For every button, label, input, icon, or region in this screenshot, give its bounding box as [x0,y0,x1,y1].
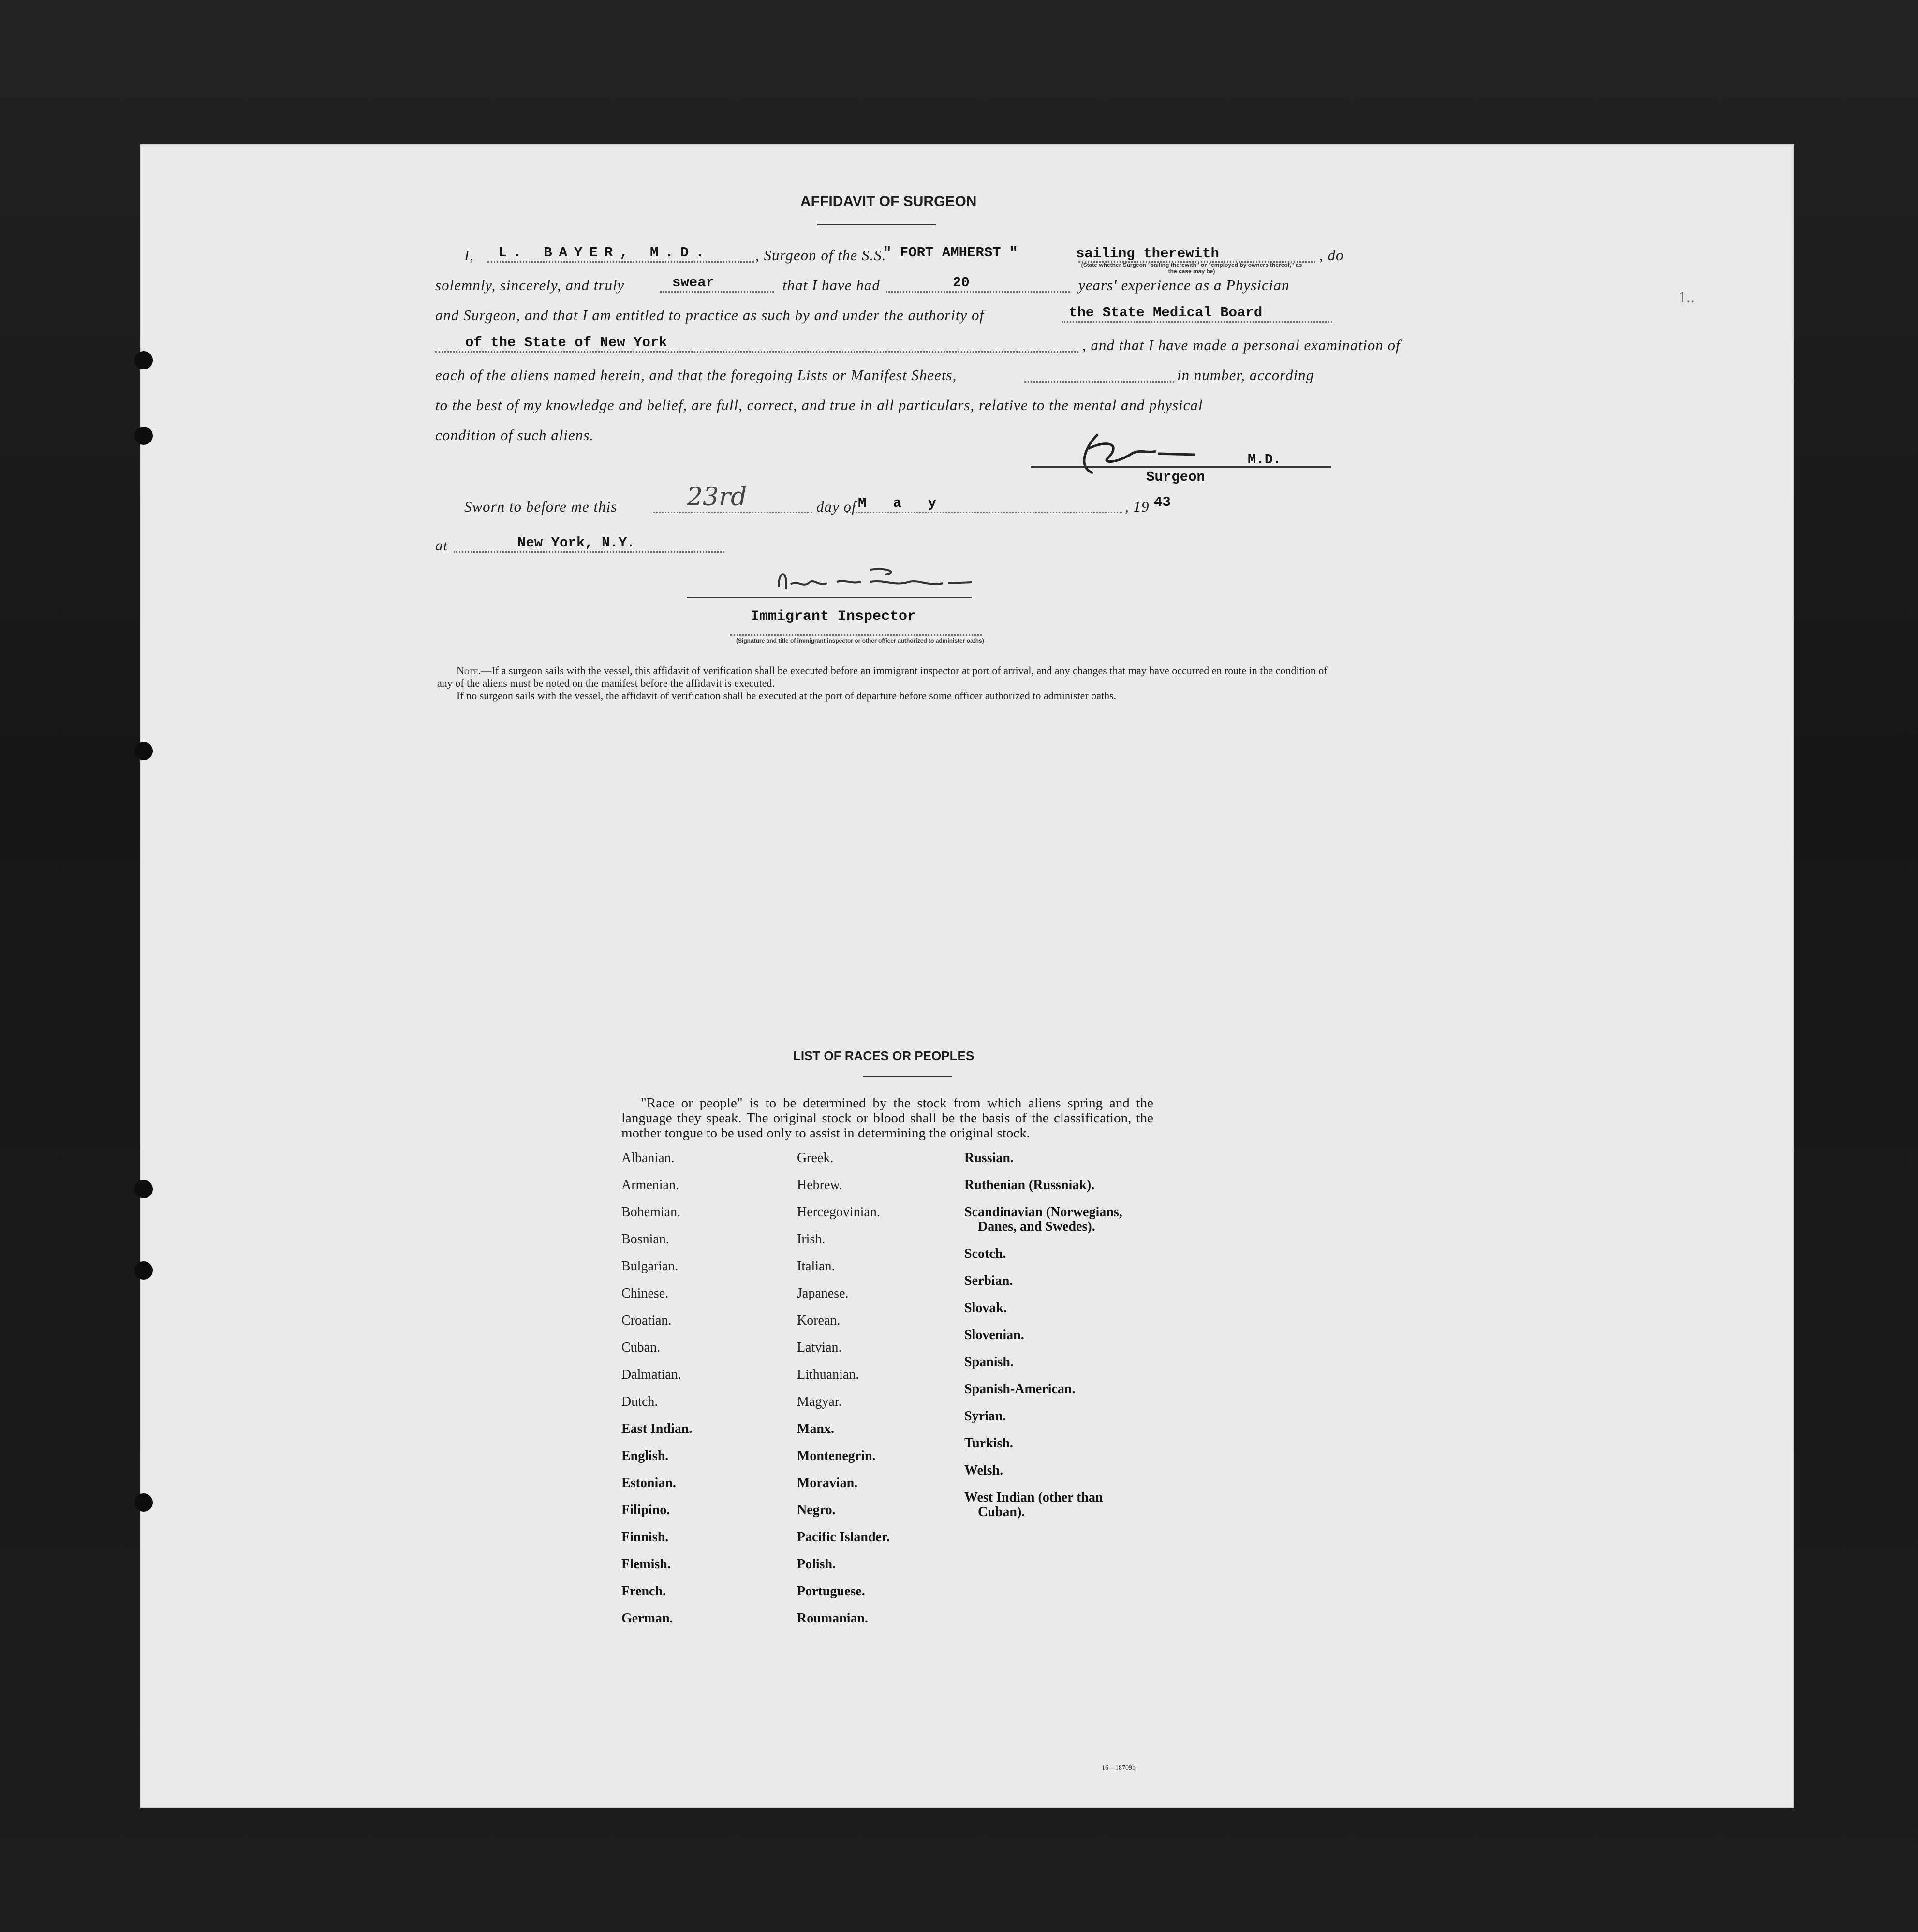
race-item: German. [621,1611,673,1626]
punch-hole [134,1180,153,1198]
race-item: Dalmatian. [621,1367,681,1382]
races-title: LIST OF RACES OR PEOPLES [793,1048,974,1063]
race-item: Ruthenian (Russniak). [964,1178,1095,1193]
text-day-of: day of [816,498,856,515]
text-i: I, [464,247,474,264]
sworn-day-field: 23rd [687,483,747,512]
race-item: Syrian. [964,1409,1006,1424]
form-number: 16—18709b [1102,1764,1136,1771]
punch-hole [134,427,153,445]
text-years-experience: years' experience as a Physician [1078,277,1290,294]
race-item: Bohemian. [621,1205,681,1220]
surgeon-name-field: L. BAYER, M.D. [498,245,711,261]
inspector-caption: Immigrant Inspector [751,608,916,625]
race-item: Negro. [797,1503,836,1518]
race-item: Hercegovinian. [797,1205,880,1220]
race-item: Bulgarian. [621,1259,679,1274]
races-title-rule [863,1076,952,1077]
race-item: Hebrew. [797,1178,842,1193]
authority-field-cont: of the State of New York [465,335,667,351]
race-item: West Indian (other than Cuban). [964,1490,1103,1519]
race-item: Scotch. [964,1246,1006,1261]
text-solemnly: solemnly, sincerely, and truly [435,277,625,294]
vessel-name-field: " FORT AMHERST " [883,245,1018,261]
race-item: Dutch. [621,1394,658,1409]
race-item: Slovak. [964,1300,1007,1315]
race-item: Spanish-American. [964,1382,1076,1397]
punch-hole [134,1261,153,1280]
race-item: Estonian. [621,1475,676,1490]
race-item: French. [621,1584,666,1599]
races-intro: "Race or people" is to be determined by the stock from which aliens spring and the language they speak. The original stock or blood shall be the basis of the classification, the mother tongue to be used only to assist in determining the original stock. [621,1095,1153,1141]
sworn-month-field: May [858,495,963,511]
race-item: Montenegrin. [797,1448,876,1463]
race-item: Chinese. [621,1286,669,1301]
race-item: Welsh. [964,1463,1003,1478]
race-item: Polish. [797,1557,836,1572]
race-item: Armenian. [621,1178,679,1193]
race-item: Italian. [797,1259,835,1274]
race-item: Greek. [797,1150,834,1165]
race-item: Lithuanian. [797,1367,859,1382]
race-item: Serbian. [964,1273,1013,1288]
text-have-had: that I have had [782,277,880,294]
oath-type-field: swear [672,275,715,291]
affidavit-note [437,664,1337,702]
race-item: Portuguese. [797,1584,865,1599]
race-item: Croatian. [621,1313,672,1328]
race-item: Finnish. [621,1530,669,1545]
note-text-1: —If a surgeon sails with the vessel, this affidavit of verification shall be executed before an immigrant inspector at port of arrival, and any changes that may have occurred en route in the condition of any of the aliens must be noted on the manifest before the affidavit is executed. [437,664,1328,689]
race-item: Scandinavian (Norwegians, Danes, and Swedes). [964,1205,1122,1234]
sworn-place-field: New York, N.Y. [517,535,635,551]
race-item: Irish. [797,1232,826,1247]
document-page [140,144,1794,1808]
inspector-instruction: (Signature and title of immigrant inspector or other officer authorized to administer oaths) [736,637,984,644]
status-instruction: (State whether Surgeon "sailing therewith" or "employed by owners thereof," as the case may be) [1081,262,1302,275]
text-sworn: Sworn to before me this [464,498,618,515]
inspector-signature [774,560,977,599]
text-year-prefix: , 19 [1125,498,1150,515]
text-in-number: in number, according [1177,367,1314,383]
note-text-2: If no surgeon sails with the vessel, the affidavit of verification shall be executed at the port of departure before some officer authorized to administer oaths. [457,690,1117,702]
race-item: Spanish. [964,1355,1014,1370]
surgeon-caption: Surgeon [1146,469,1205,485]
text-condition: condition of such aliens. [435,427,594,443]
race-item: English. [621,1448,669,1463]
authority-field: the State Medical Board [1069,305,1263,321]
affidavit-title: AFFIDAVIT OF SURGEON [800,193,977,209]
race-item: Roumanian. [797,1611,869,1626]
race-item: Latvian. [797,1340,842,1355]
text-each-alien: each of the aliens named herein, and that the foregoing Lists or Manifest Sheets, [435,367,957,383]
race-item: Manx. [797,1421,834,1436]
text-and-surgeon: and Surgeon, and that I am entitled to practice as such by and under the authority of [435,307,985,324]
text-comma-do: , do [1319,247,1344,264]
race-item: Pacific Islander. [797,1530,890,1545]
race-item: Bosnian. [621,1232,669,1247]
punch-hole [134,742,153,760]
sailing-status-field: sailing therewith [1076,246,1219,262]
race-item: Turkish. [964,1436,1013,1451]
note-label: Note. [457,664,481,677]
race-item: Korean. [797,1313,841,1328]
punch-hole [134,351,153,369]
text-at: at [435,537,448,554]
race-item: Japanese. [797,1286,849,1301]
race-item: Russian. [964,1150,1014,1165]
race-item: Filipino. [621,1503,670,1518]
race-item: Cuban. [621,1340,661,1355]
title-rule [817,224,936,225]
punch-hole [134,1493,153,1512]
text-best-knowledge: to the best of my knowledge and belief, are full, correct, and true in all particulars, relative to the mental and physical [435,397,1203,413]
text-personal-exam: , and that I have made a personal examination of [1082,337,1401,354]
sworn-year-field: 43 [1154,494,1171,510]
text-surgeon-of: , Surgeon of the S.S. [755,247,886,264]
race-item: Magyar. [797,1394,842,1409]
race-item: Slovenian. [964,1327,1024,1342]
race-item: East Indian. [621,1421,693,1436]
page-number: 1.. [1678,288,1695,306]
race-item: Moravian. [797,1475,858,1490]
years-field: 20 [953,275,970,291]
race-item: Albanian. [621,1150,675,1165]
md-suffix: M.D. [1248,452,1282,468]
race-item: Flemish. [621,1557,671,1572]
